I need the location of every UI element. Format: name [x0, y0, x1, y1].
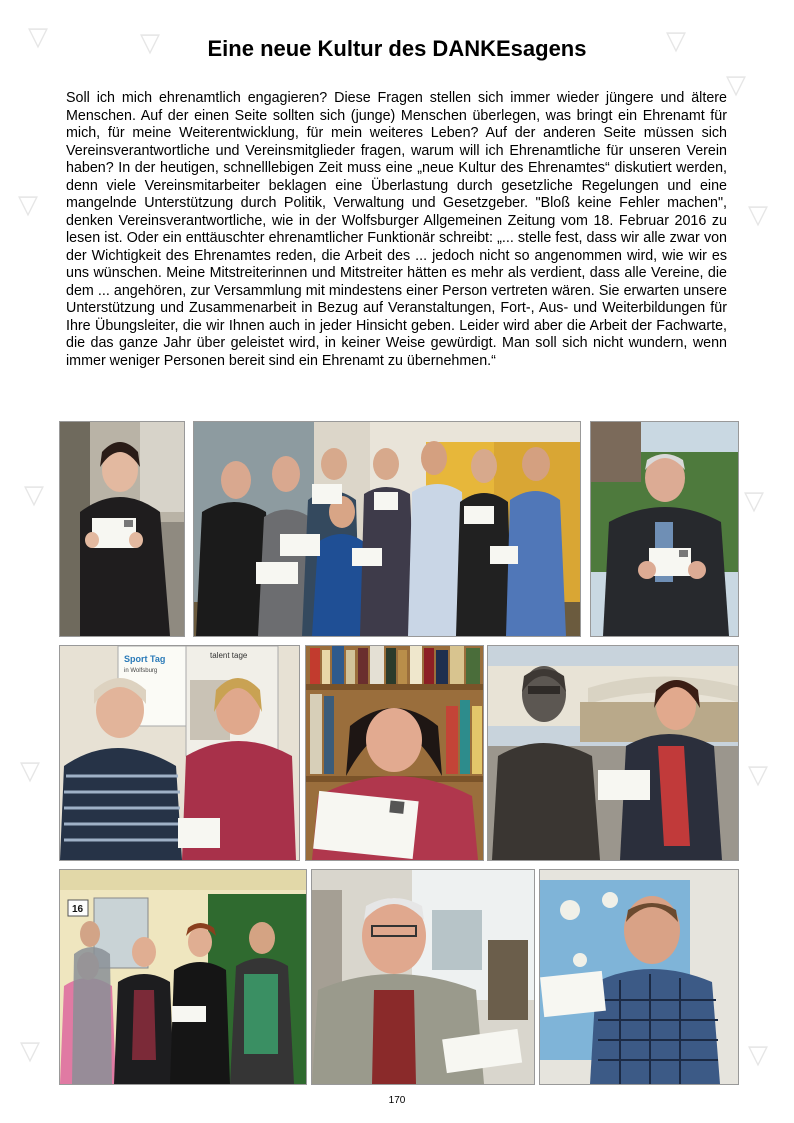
photo-young-woman-envelope — [59, 421, 185, 637]
poster-talent-label: talent tage — [210, 651, 248, 660]
watermark-logo-icon: ▽ — [726, 70, 746, 100]
photo-group-five-people — [59, 869, 307, 1085]
photo-older-man-envelope — [590, 421, 739, 637]
article-body: Soll ich mich ehrenamtlich engagieren? Diese Fragen stellen sich immer wieder jüngere und ältere Menschen. Auf der einen Seite sollten sich (junge) Menschen überlegen, was bringt ein Ehrenamt für mich, für meine Weiterentwicklung, für mein weiteres Leben? Auf der anderen Seite müssen sich Vereinsverantwortliche und Vereinsmitglieder fragen, warum will ich Ehrenamtliche für unseren Verein haben? In der heutigen, schnelllebigen Zeit muss eine „neue Kultur des Ehrenamtes“ diskutiert werden, denn viele Vereinsmitarbeiter beklagen eine Überlastung durch gesetzliche Regelungen und eine mangelnde Unterstützung durch Politik, Verwaltung und Gesetzgeber. "Bloß keine Fehler machen", denken Vereinsverantwortliche, wie in der Wolfsburger Allgemeinen Zeitung vom 18. Februar 2016 zu lesen ist. Oder ein enttäuschter ehrenamtlicher Funktionär schreibt: „... stelle fest, dass wir alle zwar von der Wichtigkeit des Ehrenamtes reden, die Arbeit des ... jedoch nicht so angenommen wird, wie wir es uns wünschen. Meine Mitstreiterinnen und Mitstreiter hätten es mehr als verdient, dass alle Vereine, die dem ... angehören, zur Versammlung mit mindestens einer Person vertreten wären. Sie erwarten unsere Unterstützung und Zusammenarbeit in Bezug auf Veranstaltungen, Fort-, Aus- und Weiterbildungen für Ihre Übungsleiter, die wir Ihnen auch in jeder Hinsicht geben. Leider wird aber die Arbeit der Fachwarte, die das ganze Jahr über geleistet wird, in keiner Weise gewürdigt. Man soll sich nicht wundern, wenn immer weniger Personen bereit sind ein Ehrenamt zu übernehmen.“ — [66, 90, 727, 369]
photo-two-women-posters — [59, 645, 300, 861]
watermark-logo-icon: ▽ — [666, 26, 686, 56]
door-number-label: 16 — [72, 904, 84, 915]
watermark-logo-icon: ▽ — [748, 200, 768, 230]
page-title: Eine neue Kultur des DANKEsagens — [207, 36, 587, 61]
watermark-logo-icon: ▽ — [20, 1036, 40, 1066]
watermark-logo-icon: ▽ — [140, 28, 160, 58]
photo-older-man-glasses — [311, 869, 535, 1085]
watermark-logo-icon: ▽ — [748, 1040, 768, 1070]
watermark-logo-icon: ▽ — [748, 760, 768, 790]
photo-statue-woman — [487, 645, 739, 861]
watermark-logo-icon: ▽ — [24, 480, 44, 510]
watermark-logo-icon: ▽ — [28, 22, 48, 52]
photo-group-nine-people — [193, 421, 581, 637]
photo-woman-bookshelf — [305, 645, 484, 861]
poster-sport-label: Sport Tag — [124, 654, 166, 664]
watermark-logo-icon: ▽ — [744, 486, 764, 516]
poster-sport-sub: in Wolfsburg — [124, 668, 158, 674]
watermark-logo-icon: ▽ — [18, 190, 38, 220]
watermark-logo-icon: ▽ — [20, 756, 40, 786]
page-number: 170 — [388, 1095, 406, 1106]
photo-man-plaid-shirt — [539, 869, 739, 1085]
